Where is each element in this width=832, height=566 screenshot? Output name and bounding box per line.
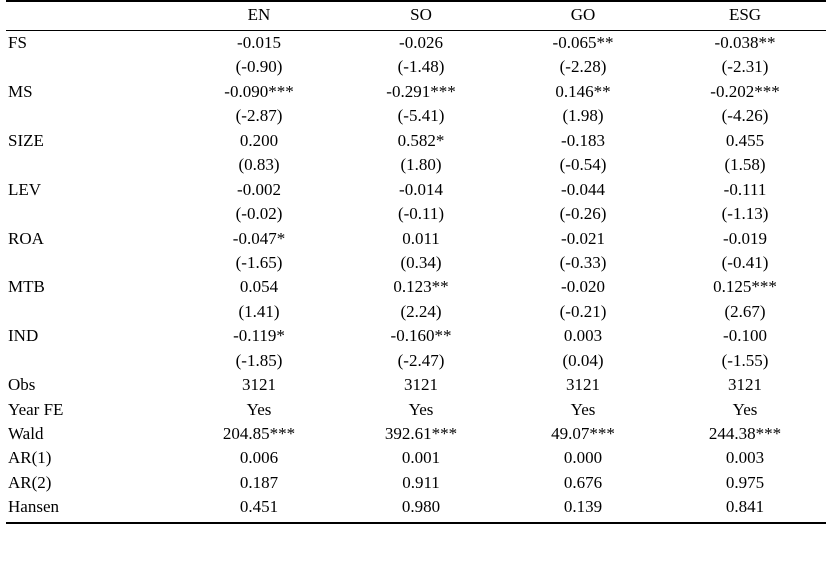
table-cell: -0.014 <box>399 179 443 199</box>
table-cell: (-2.87) <box>235 106 283 126</box>
table-cell: Yes <box>246 399 272 419</box>
row-label: AR(1) <box>8 448 52 468</box>
table-cell: 0.975 <box>725 472 765 492</box>
table-row <box>6 104 826 128</box>
table-cell: (2.67) <box>724 301 766 321</box>
table-cell: (1.80) <box>400 155 442 175</box>
table-cell: -0.291*** <box>386 81 456 101</box>
table-cell: -0.020 <box>561 277 605 297</box>
table-cell: 392.61*** <box>384 424 458 443</box>
table-cell: (-0.90) <box>235 57 283 77</box>
row-label: Hansen <box>6 495 178 522</box>
row-label: Year FE <box>8 399 64 419</box>
row-label <box>6 202 178 226</box>
table-cell: 0.125*** <box>713 277 777 297</box>
table-cell: 0.003 <box>563 326 603 346</box>
table-cell: -0.044 <box>561 179 605 199</box>
table-cell: (1.98) <box>562 106 604 126</box>
table-cell: 3121 <box>566 375 600 395</box>
row-label <box>6 55 178 79</box>
table-cell: -0.100 <box>723 326 767 346</box>
table-cell: -0.090*** <box>224 81 294 101</box>
table-row <box>6 495 826 522</box>
table-cell: 0.001 <box>401 448 441 468</box>
table-cell: (-0.26) <box>559 204 607 224</box>
table-cell: (0.04) <box>562 350 604 370</box>
table-cell: 244.38*** <box>708 424 782 443</box>
row-label: MS <box>8 81 33 101</box>
table-cell: -0.019 <box>723 228 767 248</box>
table-row <box>6 178 826 202</box>
table-cell: Yes <box>732 399 758 419</box>
table-cell: (-0.11) <box>397 204 445 224</box>
table-cell: (-5.41) <box>397 106 445 126</box>
column-header-go: GO <box>502 1 664 31</box>
table-cell: (1.58) <box>724 155 766 175</box>
row-label <box>6 251 178 275</box>
table-cell: Yes <box>408 399 434 419</box>
table-cell: 0.841 <box>664 495 826 522</box>
table-cell: Yes <box>570 399 596 419</box>
table-cell: -0.002 <box>237 179 281 199</box>
row-label: LEV <box>8 179 42 199</box>
table-cell: 0.146** <box>555 81 611 101</box>
table-row <box>6 324 826 348</box>
table-row <box>6 300 826 324</box>
table-row <box>6 373 826 397</box>
table-cell: 49.07*** <box>551 424 615 443</box>
table-cell: (-0.21) <box>559 301 607 321</box>
column-header-so: SO <box>340 1 502 31</box>
table-row <box>6 202 826 226</box>
row-label: IND <box>8 326 39 346</box>
row-label: SIZE <box>8 130 44 150</box>
table-cell: 0.123** <box>393 277 449 297</box>
table-cell: 0.006 <box>239 448 279 468</box>
table-cell: (-4.26) <box>721 106 769 126</box>
row-label: MTB <box>8 277 45 297</box>
table-cell: 0.054 <box>239 277 279 297</box>
row-label: Wald <box>8 424 44 443</box>
table-row <box>6 129 826 153</box>
table-cell: -0.119* <box>233 326 285 346</box>
table-row <box>6 398 826 422</box>
table-cell: -0.038** <box>714 33 776 52</box>
table-cell: (-0.54) <box>559 155 607 175</box>
table-row <box>6 153 826 177</box>
table-cell: 0.455 <box>725 130 765 150</box>
table-row <box>6 349 826 373</box>
table-cell: (-1.55) <box>721 350 769 370</box>
table-cell: (-2.47) <box>397 350 445 370</box>
table-cell: -0.047* <box>232 228 286 248</box>
table-cell: (-1.85) <box>235 350 283 370</box>
table-cell: 0.187 <box>239 472 279 492</box>
table-cell: (-1.65) <box>235 252 283 272</box>
column-header-variable <box>6 1 178 31</box>
column-header-en: EN <box>178 1 340 31</box>
table-cell: (-2.31) <box>721 57 769 77</box>
table-cell: 0.451 <box>178 495 340 522</box>
table-cell: 204.85*** <box>222 424 296 443</box>
table-cell: -0.026 <box>399 33 443 52</box>
table-cell: -0.111 <box>723 179 767 199</box>
table-cell: 0.676 <box>563 472 603 492</box>
table-cell: -0.021 <box>561 228 605 248</box>
table-row <box>6 80 826 104</box>
table-cell: (0.34) <box>400 252 442 272</box>
table-cell: (2.24) <box>400 301 442 321</box>
table-cell: (-1.13) <box>721 204 769 224</box>
table-row <box>6 227 826 251</box>
row-label: ROA <box>8 228 44 248</box>
table-cell: 0.200 <box>239 130 279 150</box>
table-cell: -0.183 <box>561 130 605 150</box>
table-row <box>6 55 826 79</box>
table-cell: 0.139 <box>502 495 664 522</box>
table-cell: 3121 <box>242 375 276 395</box>
table-row <box>6 251 826 275</box>
table-cell: -0.015 <box>237 33 281 52</box>
table-cell: (-1.48) <box>397 57 445 77</box>
table-cell: 0.980 <box>340 495 502 522</box>
table-cell: (-2.28) <box>559 57 607 77</box>
table-cell: (-0.33) <box>559 252 607 272</box>
table-cell: (1.41) <box>238 301 280 321</box>
table-header <box>6 1 826 31</box>
row-label: Obs <box>8 375 36 395</box>
row-label <box>6 349 178 373</box>
table-cell: -0.160** <box>390 326 452 346</box>
row-label <box>6 153 178 177</box>
table-header-row <box>6 1 826 31</box>
table-body <box>6 31 826 523</box>
table-cell: 0.003 <box>725 448 765 468</box>
table-cell: -0.065** <box>552 33 614 52</box>
row-label: FS <box>8 33 27 52</box>
table-row <box>6 275 826 299</box>
table-cell: (0.83) <box>238 155 280 175</box>
table-cell: 3121 <box>404 375 438 395</box>
row-label <box>6 104 178 128</box>
regression-results-table <box>6 0 826 524</box>
table-cell: (-0.41) <box>721 252 769 272</box>
table-cell: 0.582* <box>397 130 445 150</box>
table-row <box>6 471 826 495</box>
table-cell: 0.911 <box>402 472 440 492</box>
table-row <box>6 446 826 470</box>
table-cell: -0.202*** <box>710 81 780 101</box>
table-cell: (-0.02) <box>235 204 283 224</box>
column-header-esg: ESG <box>664 1 826 31</box>
table-row <box>6 422 826 446</box>
table-cell: 0.000 <box>563 448 603 468</box>
table-cell: 3121 <box>728 375 762 395</box>
table-cell: 0.011 <box>402 228 440 248</box>
row-label <box>6 300 178 324</box>
row-label: AR(2) <box>8 472 52 492</box>
table-row <box>6 31 826 56</box>
